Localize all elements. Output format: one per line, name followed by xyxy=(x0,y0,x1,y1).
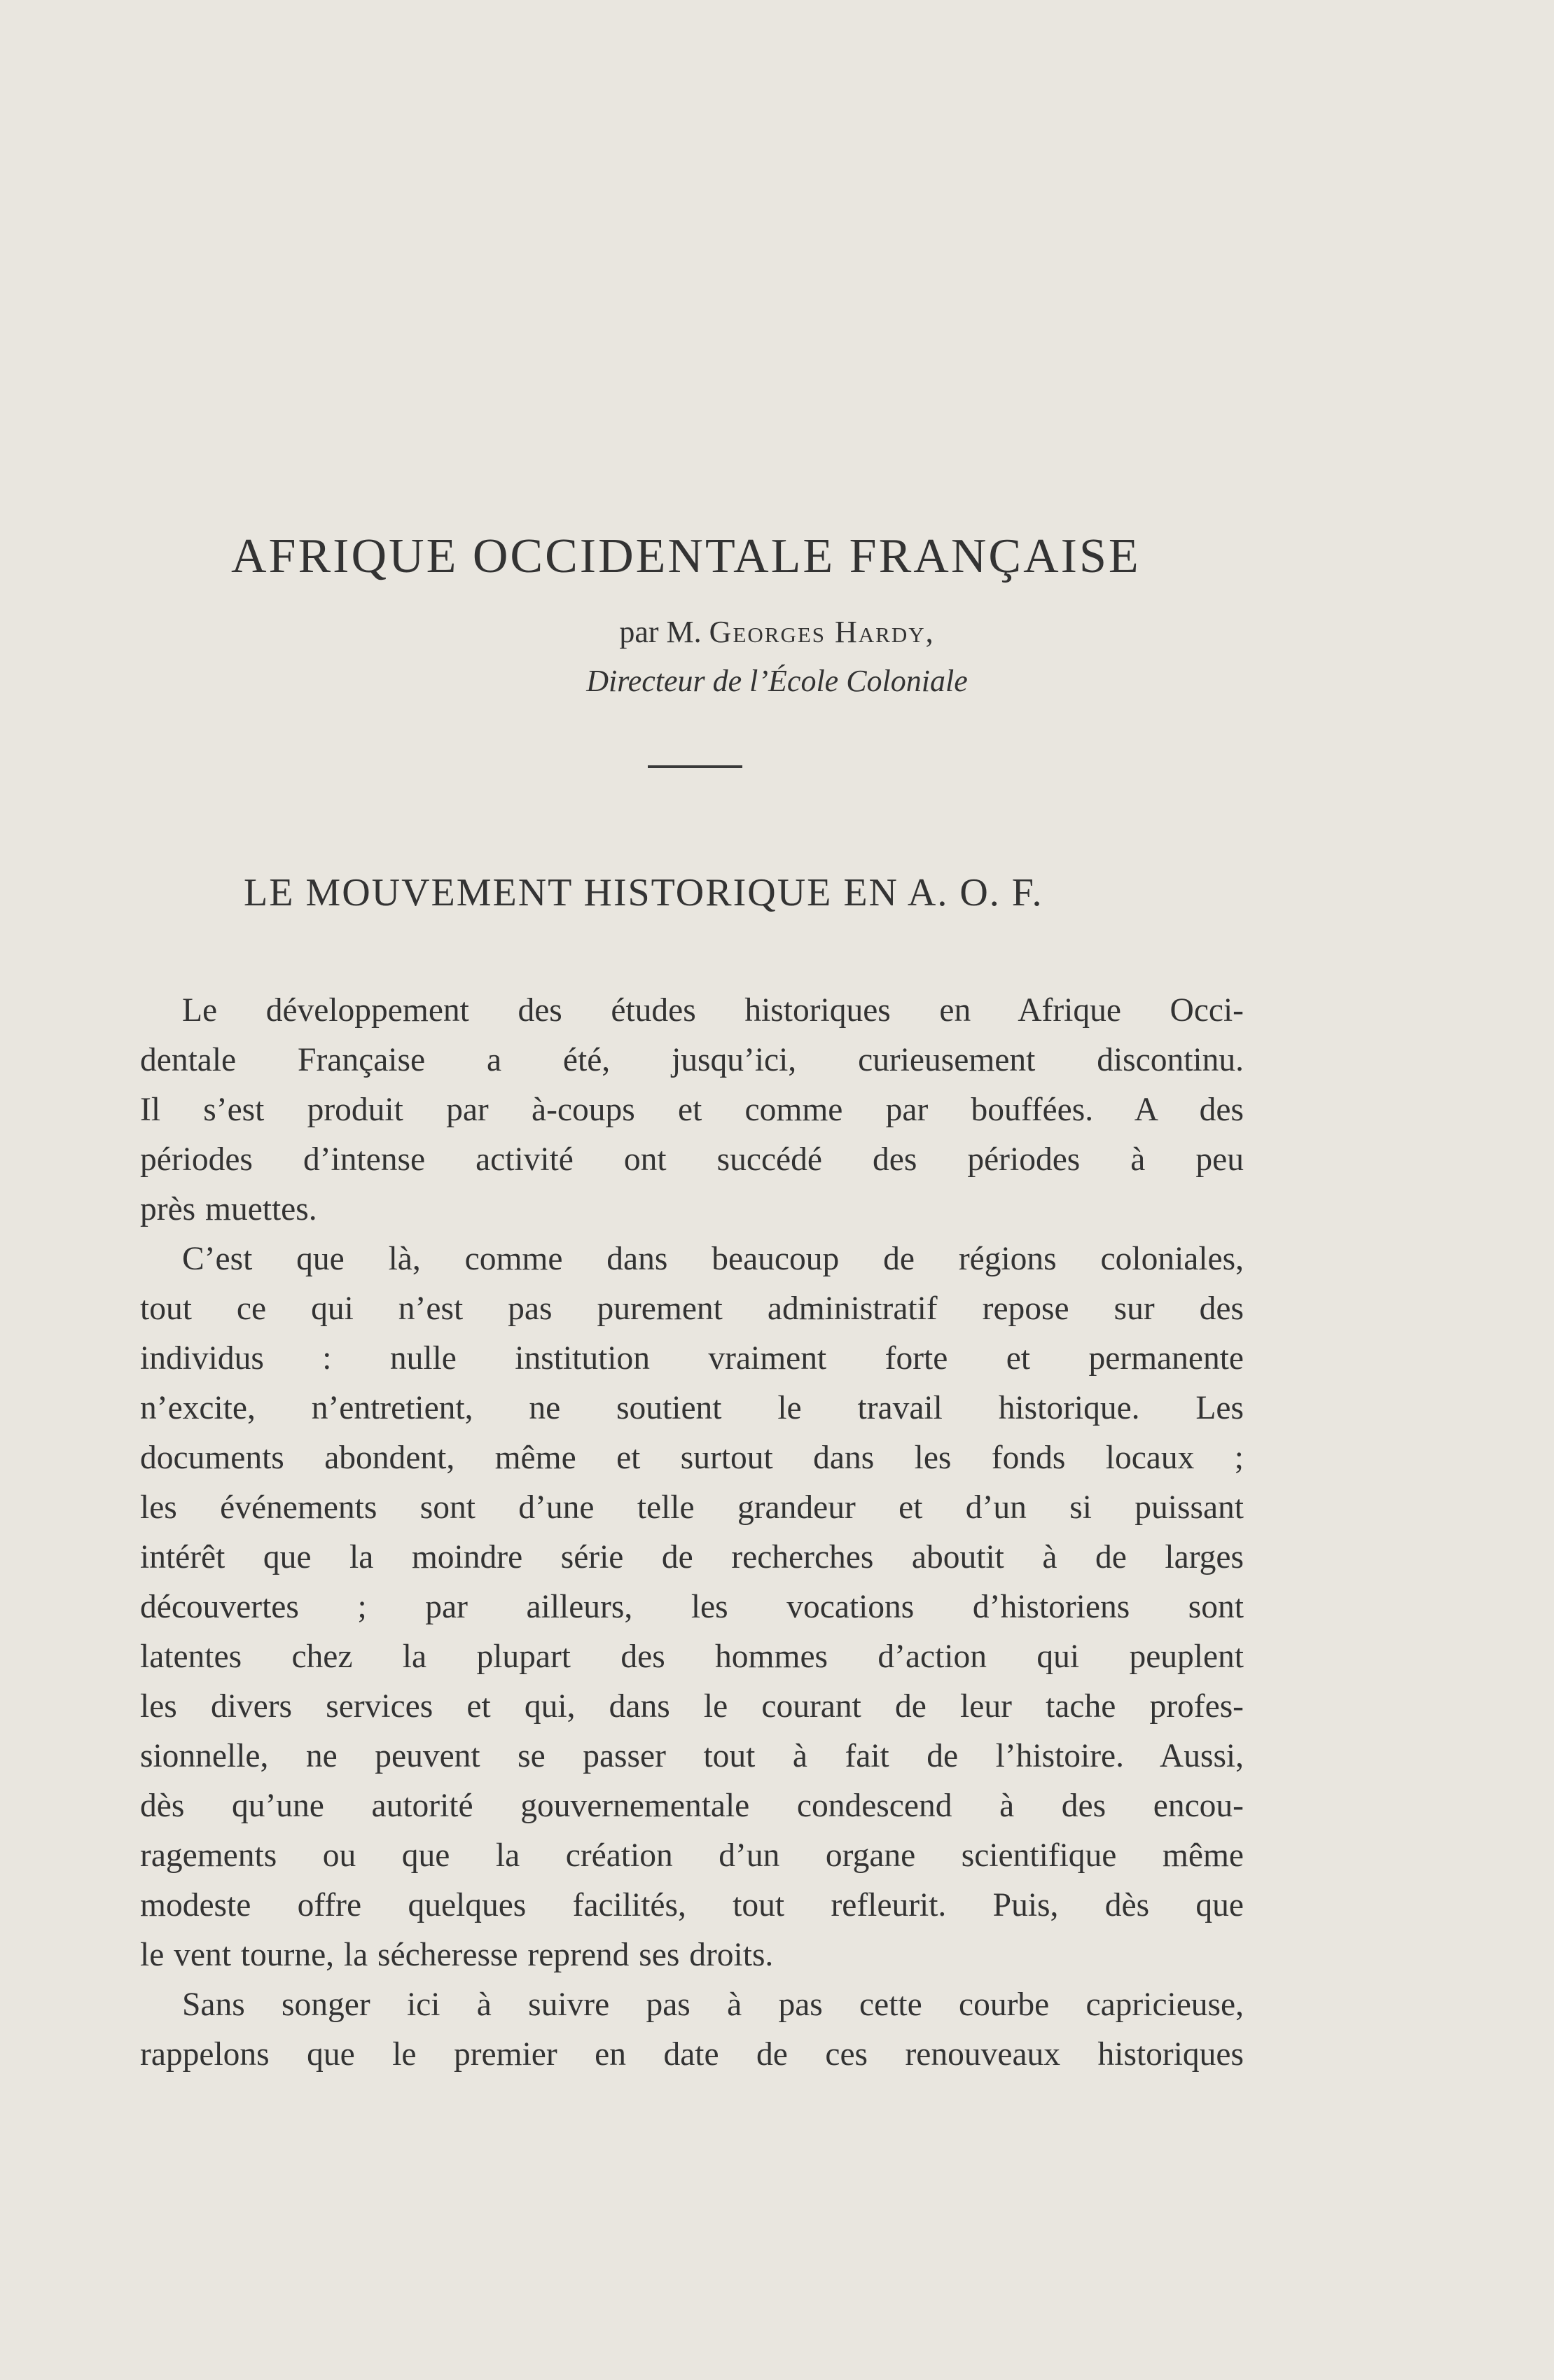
section-title: LE MOUVEMENT HISTORIQUE EN A. O. F. xyxy=(244,871,1043,914)
text-line: Sans songer ici à suivre pas à pas cette courbe capricieuse, xyxy=(182,1986,1244,2023)
text-line: dès qu’une autorité gouvernementale condescend à des encou- xyxy=(140,1788,1244,1824)
text-line: modeste offre quelques facilités, tout refleurit. Puis, dès que xyxy=(140,1887,1244,1923)
byline-prefix: par M. xyxy=(619,615,702,649)
text-line: n’excite, n’entretient, ne soutient le travail historique. Les xyxy=(140,1390,1244,1426)
text-line: le vent tourne, la sécheresse reprend ses droits. xyxy=(140,1937,774,1973)
text-line: individus : nulle institution vraiment forte et permanente xyxy=(140,1340,1244,1377)
text-line: documents abondent, même et surtout dans les fonds locaux ; xyxy=(140,1440,1244,1476)
text-line: découvertes ; par ailleurs, les vocations d’historiens sont xyxy=(140,1589,1244,1625)
text-line: intérêt que la moindre série de recherches aboutit à de larges xyxy=(140,1539,1244,1575)
paragraph-3 xyxy=(140,1980,1244,2080)
paragraph-1 xyxy=(140,986,1244,1234)
main-title: AFRIQUE OCCIDENTALE FRANÇAISE xyxy=(231,529,1141,583)
author-byline xyxy=(0,614,1554,650)
text-line: latentes chez la plupart des hommes d’action qui peuplent xyxy=(140,1638,1244,1675)
text-line: les divers services et qui, dans le courant de leur tache profes- xyxy=(140,1688,1244,1725)
text-line: sionnelle, ne peuvent se passer tout à fait de l’histoire. Aussi, xyxy=(140,1738,1244,1774)
text-line: dentale Française a été, jusqu’ici, curieusement discontinu. xyxy=(140,1042,1244,1078)
text-line: périodes d’intense activité ont succédé des périodes à peu xyxy=(140,1141,1244,1178)
author-role: Directeur de l’École Coloniale xyxy=(586,664,968,698)
text-line: Le développement des études historiques en Afrique Occi- xyxy=(182,992,1244,1029)
text-line: rappelons que le premier en date de ces renouveaux historiques xyxy=(140,2036,1244,2073)
author-name: Georges Hardy, xyxy=(709,615,935,649)
section-divider xyxy=(648,765,742,768)
text-line: tout ce qui n’est pas purement administratif repose sur des xyxy=(140,1290,1244,1327)
text-line: C’est que là, comme dans beaucoup de régions coloniales, xyxy=(182,1241,1244,1277)
text-line: les événements sont d’une telle grandeur et d’un si puissant xyxy=(140,1489,1244,1526)
text-line: ragements ou que la création d’un organe scientifique même xyxy=(140,1837,1244,1874)
paragraph-2 xyxy=(140,1234,1244,1980)
text-line: près muettes. xyxy=(140,1191,317,1227)
text-line: Il s’est produit par à-coups et comme par bouffées. A des xyxy=(140,1092,1244,1128)
